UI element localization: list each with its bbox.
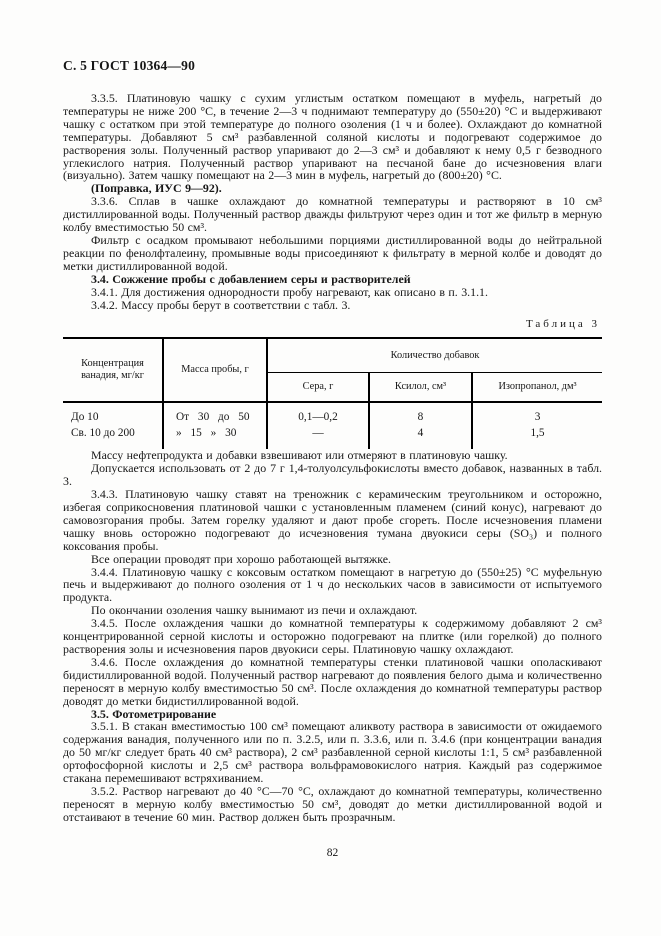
para-3-3-5: 3.3.5. Платиновую чашку с сухим углистым остатком помещают в муфель, нагретый до температуры не ниже 200 °С, в течение 2—3 ч поднимают температуру до (550±20) °С и выдерживают чашку с остатком при этой температуре до полного озоления (1 ч и более). Охлаждают до комнатной температуры. Добавляют 5 см³ разбавленной соляной кислоты и подогревают содержимое до растворения золы. Полученный раствор упаривают до 2—3 см³ и добавляют к нему 0,5 г безводного углекислого натрия. Полученный раствор упаривают на песчаной бане до исчезновения влаги (визуально). Затем чашку помещают на 2—3 мин в муфель, нагретый до (800±20) °С. [63, 91, 602, 183]
table-label: Таблица 3 [525, 318, 600, 331]
para-3-4-4: 3.4.4. Платиновую чашку с коксовым остатком помещают в нагретую до (550±25) °С муфельную печь и выдерживают до полного озоления от 1 ч до нескольких часов в зависимости от испытуемого продукта. [63, 564, 602, 605]
para-3-4-6: 3.4.6. После охлаждения до комнатной температуры стенки платиновой чашки ополаскивают бидистиллированной водой. Полученный раствор нагревают до появления белого дыма и количественно переносят в мерную колбу вместимостью 50 см³. После охлаждения до комнатной температуры раствор доводят до метки бидистиллированной водой. [63, 654, 602, 708]
section-heading-3-5: 3.5. Фотометрирование [91, 706, 217, 721]
col-header-sample-mass: Масса пробы, г [163, 338, 267, 402]
table-cell-sulfur: 0,1—0,2 [267, 402, 369, 425]
para-3-4-2: 3.4.2. Массу пробы берут в соответствии с табл. 3. [91, 297, 351, 312]
para-3-5-2: 3.5.2. Раствор нагревают до 40 °С—70 °С, охлаждают до комнатной температуры, количественно переносят в мерную колбу вместимостью 50 см³, доводят до метки дистиллированной водой и отстаивают в течение 60 мин. Раствор должен быть прозрачным. [63, 783, 602, 824]
para-3-4-3: 3.4.3. Платиновую чашку ставят на треножник с керамическим треугольником и осторожно, избегая соприкосновения платиновой чашки с установленным пламенем (синий конус), нагревают до самовозгорания пробы. Затем горелку удаляют и дают пробе сгореть. После исчезновения пламени чашку вновь осторожно подогревают до исчезновения тумана двуокиси серы (SO₃) и полного коксования пробы. [63, 487, 602, 553]
col-header-vanadium-concentration: Концентрация ванадия, мг/кг [63, 338, 163, 402]
table-cell-mass: » 15 » 30 [163, 425, 267, 449]
table-cell-concentration: До 10 [71, 411, 99, 424]
col-header-additives-group: Количество добавок [267, 338, 602, 373]
para-filter-washing: Фильтр с осадком промывают небольшими порциями дистиллированной воды до нейтральной реакции по фенолфталеину, промывные воды присоединяют к фильтрату в мерной колбе и доводят до метки дистиллированной водой. [63, 232, 602, 273]
table-row [63, 402, 602, 425]
table-row [63, 425, 602, 449]
correction-note: (Поправка, ИУС 9—92). [91, 181, 222, 196]
page-number: 82 [326, 847, 339, 859]
col-header-xylene: Ксилол, см³ [369, 373, 472, 403]
para-allowed-substitute: Допускается использовать от 2 до 7 г 1,4-толуолсульфокислоты вместо добавок, названных в табл. 3. [63, 461, 602, 489]
table-cell-xylene: 4 [369, 425, 472, 449]
document-header: С. 5 ГОСТ 10364—90 [63, 58, 196, 73]
para-fume-hood: Все операции проводят при хорошо работающей вытяжке. [91, 551, 391, 566]
table-cell-concentration: Св. 10 до 200 [71, 427, 135, 440]
table-header-row-1 [63, 338, 602, 373]
table-cell-isopropanol: 1,5 [472, 425, 602, 449]
table-cell-isopropanol: 3 [472, 402, 602, 425]
section-heading-3-4: 3.4. Сожжение пробы с добавлением серы и растворителей [91, 271, 411, 286]
additives-table [63, 337, 602, 449]
para-3-5-1: 3.5.1. В стакан вместимостью 100 см³ помещают аликвоту раствора в зависимости от ожидаемого содержания ванадия, полученного или по п. 3.2.5, или п. 3.3.6, или п. 3.4.6 (при концентрации ванадия до 50 мг/кг следует брать 40 см³ раствора), 2 см³ разбавленной серной кислоты 1:1, 5 см³ разбавленной ортофосфорной кислоты и 2,5 см³ раствора вольфрамовокислого натрия. Каждый раз содержимое стакана перемешивают встряхиванием. [63, 719, 602, 786]
para-ashing-end: По окончании озоления чашку вынимают из печи и охлаждают. [91, 603, 418, 618]
para-3-3-6: 3.3.6. Сплав в чашке охлаждают до комнатной температуры и растворяют в 10 см³ дистиллированной воды. Полученный раствор дважды фильтруют через один и тот же фильтр в мерную колбу вместимостью 50 см³. [63, 194, 602, 235]
table-cell-mass: От 30 до 50 [163, 402, 267, 425]
table-cell-sulfur: — [267, 425, 369, 449]
table-cell-xylene: 8 [369, 402, 472, 425]
para-3-4-1: 3.4.1. Для достижения однородности пробу нагревают, как описано в п. 3.1.1. [91, 284, 488, 299]
col-header-sulfur: Сера, г [267, 373, 369, 403]
col-header-isopropanol: Изопропанол, дм³ [472, 373, 602, 403]
para-3-4-5: 3.4.5. После охлаждения чашки до комнатной температуры к содержимому добавляют 2 см³ концентрированной серной кислоты и осторожно подогревают на плитке (или горелкой) до полного растворения золы и исчезновения паров двуокиси серы. Платиновую чашку охлаждают. [63, 616, 602, 656]
para-mass-weighing: Массу нефтепродукта и добавки взвешивают или отмеряют в платиновую чашку. [91, 448, 508, 463]
document-body [63, 92, 602, 824]
